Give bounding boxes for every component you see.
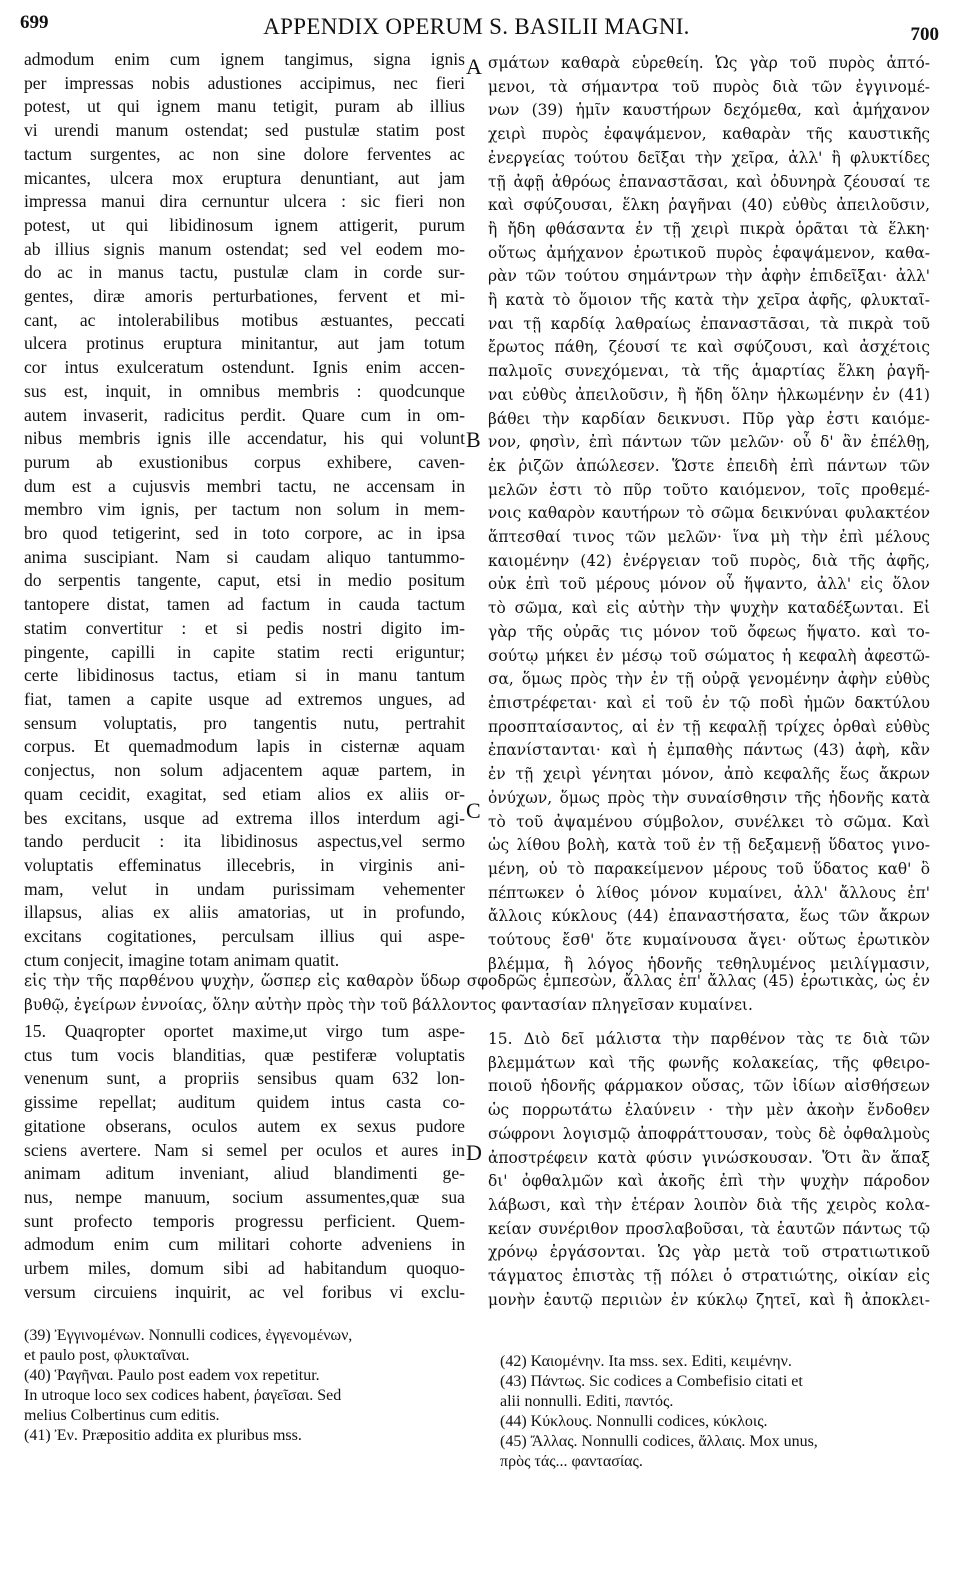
text-line: τὸ σῶμα, καὶ εἰς αὐτὴν τὴν ψυχὴν καταδέξωνται. Εἰ (488, 599, 930, 618)
text-line: μενοι, τὰ σήμαντρα τοῦ πυρὸς διὰ τῶν ἐγγινομέ- (488, 77, 930, 96)
text-line: anima suscipiant. Nam si caudam aliquo tantummo- (24, 546, 465, 567)
latin-column-top (24, 48, 465, 972)
text-line: fiat, tamen a capite usque ad extremos ungues, ad (24, 688, 465, 709)
text-line: βάθει τὴν καρδίαν δεικνυσι. Πῦρ γὰρ ἐστι καιόμε- (488, 409, 930, 428)
text-line: 15. Quaqropter oportet maxime,ut virgo tum aspe- (24, 1021, 465, 1041)
text-line: bes excitans, usque ad extrema illos interdum agi- (24, 807, 465, 828)
text-line: vi urendi manum ostendat; sed pustulæ statim post (24, 120, 465, 141)
text-line: (40) Ῥαγῆναι. Paulo post eadem vox repetitur. (24, 1367, 320, 1384)
text-line: gitatione obserans, oculos autem ex sexus pudore (24, 1115, 465, 1136)
text-line: mam, velut in undam purissimam vehementer (24, 878, 465, 899)
text-line: πρὸς τάς... φαντασίας. (500, 1453, 643, 1470)
text-line: δι' ὀφθαλμῶν καὶ ἀκοῆς ἐπὶ τὴν ψυχὴν πάροδον (488, 1172, 930, 1191)
text-line: per impressas nobis adustiones accipimus, nec fieri (24, 72, 465, 93)
text-line: ὡς πορρωτάτω ἐλαύνειν · τὴν μὲν ἀκοὴν ἔνδοθεν (488, 1101, 930, 1120)
text-line: excitans cogitationes, perculsam illius qui aspe- (24, 926, 465, 947)
text-line: ctus tum vocis blanditias, quæ pestiferæ voluptatis (24, 1044, 465, 1065)
text-line: tantopere distat, tamen ad factum in cauda tactum (24, 594, 465, 615)
text-line: micantes, ulcera mox eruptura denuntiant, aut jam (24, 167, 465, 188)
text-line: (39) Ἐγγινομένων. Nonnulli codices, ἐγγενομένων, (24, 1327, 353, 1344)
text-line: nus, nempe manuum, socium assumentes,quæ sua (24, 1186, 465, 1207)
text-line: bro quod tetigerint, sed in toto corpore, ac in ipsa (24, 523, 465, 544)
text-line: animam aditum inveniant, aliud blandimenti ge- (24, 1163, 465, 1184)
text-line: σώφρονι λογισμῷ ἀποφράττουσαν, τοὺς δὲ ὀφθαλμοὺς (488, 1124, 930, 1143)
text-line: ἐκ ῥιζῶν ἀπώλεσεν. Ὥστε ἐπειδὴ ἐπὶ πάντων τῶν (488, 456, 930, 475)
text-line: illapsus, alias ex aliis amatorias, ut in profundo, (24, 902, 465, 923)
text-line: (45) Ἄλλας. Nonnulli codices, ἄλλαις. Mox unus, (500, 1433, 818, 1450)
text-line: εἰς τὴν τῆς παρθένου ψυχὴν, ὥσπερ εἰς καθαρὸν ὕδωρ σφοδρῶς ἐμπεσὼν, ἄλλας ἐπ' ἄλλας (45) ἐρωτικὰς, ὡς ἐν (24, 972, 930, 990)
greek-column-bottom (488, 1028, 930, 1312)
running-header (0, 0, 953, 48)
text-line: ἐν τῇ χειρὶ γένηται μόνον, ἀπὸ κεφαλῆς ἕως ἄκρων (488, 765, 930, 784)
text-line: προσπταίσαντος, αἱ ἐν τῇ κεφαλῇ τρίχες ὀρθαὶ εὐθὺς (488, 717, 930, 736)
footnotes-left (24, 1326, 472, 1446)
text-line: (42) Καιομένην. Ita mss. sex. Editi, κειμένην. (500, 1353, 792, 1370)
text-line: certe libidinosus tactus, etiam si in manu tantum (24, 665, 465, 686)
text-line: (41) Ἐν. Præpositio addita ex pluribus mss. (24, 1427, 302, 1444)
text-line: cant, ac intolerabilibus motibus æstuantes, peccati (24, 309, 465, 330)
text-line: melius Colbertinus cum editis. (24, 1407, 220, 1424)
text-line: (44) Κύκλους. Nonnulli codices, κύκλοις. (500, 1413, 768, 1430)
text-line: quam cecidit, exagitat, sed etiam alios ex aliis or- (24, 783, 465, 804)
text-line: voluptatis effeminatus illecebris, in virginis ani- (24, 854, 465, 875)
text-line: ctum conjecit, imagine totam animam quatit. (24, 949, 340, 970)
text-line: ποιοῦ ἡδονῆς φάρμακον οὔσας, τῶν ἰδίων αἰσθήσεων (488, 1077, 930, 1096)
text-line: nibus membris ignis ille accendatur, his qui volunt (24, 428, 465, 449)
text-line: sensum voluptatis, pro tangentis nutu, pertrahit (24, 712, 465, 733)
text-line: purum ab exustionibus corpus exhibere, caven- (24, 451, 465, 472)
text-line: urbem miles, domum sibi ad habitandum quoquo- (24, 1258, 465, 1279)
text-line: σμάτων καθαρὰ εὑρεθείη. Ὡς γὰρ τοῦ πυρὸς ἁπτό- (488, 54, 930, 72)
text-line: autem invaserit, radicitus perdit. Quare cum in om- (24, 404, 465, 425)
text-line: 15. Διὸ δεῖ μάλιστα τὴν παρθένον τὰς τε διὰ τῶν (488, 1030, 930, 1048)
running-title: APPENDIX OPERUM S. BASILII MAGNI. (263, 14, 690, 39)
text-line: ὀνύχων, ὅμως πρὸς τὴν συναίσθησιν τῆς ἡδονῆς κατὰ (488, 788, 930, 807)
text-line: ἄλλοις κύκλους (44) ἐπαναστήσατα, ἕως τῶν ἄκρων (488, 907, 930, 926)
text-line: ἐπιστρέφεται· καὶ εἰ τοῦ ἐν τῷ ποδὶ ἡμῶν δακτύλου (488, 693, 930, 712)
text-line: πέπτωκεν ὁ λίθος μόνον κυμαίνει, ἀλλ' ἄλλους ἐπ' (488, 883, 930, 902)
text-line: νοις καθαρὸν καυτήρων τὸ σῶμα δεικνύναι φυλακτέον (488, 504, 930, 523)
text-line: do ac in manus tactu, pustulæ clam in corde sur- (24, 262, 465, 283)
text-line: ὡς λίθου βολὴ, κατὰ τοῦ ἐν τῇ δεξαμενῇ ὕδατος γινο- (488, 836, 930, 855)
text-line: ναι εὐθὺς ἀπειλοῦσιν, ἢ ἤδη ὅλην ἡλκωμένην ἐν (41) (488, 385, 930, 404)
latin-column-bottom (24, 1020, 465, 1304)
text-line: sus est, inquit, in omnibus membris : quodcunque (24, 380, 465, 401)
text-line: conjectus, non solum adjacentem aquæ partem, in (24, 760, 465, 781)
text-line: versum circuiens inquirit, ac vel foribus vi exclu- (24, 1281, 465, 1302)
section-marker-b: B (466, 427, 481, 452)
text-line: ἐνεργείας τούτου δεῖξαι τὴν χεῖρα, ἀλλ' ἢ φλυκτίδες (488, 148, 930, 167)
text-line: ἀποστρέφειν κατὰ φύσιν γινώσκουσαν. Ὅτι ἂν ἅπαξ (488, 1148, 930, 1167)
full-width-greek-lines (24, 970, 930, 1017)
footnotes-right (500, 1352, 934, 1472)
text-line: ἐπανίστανται· καὶ ἡ ἐμπαθὴς πάντως (43) ἀφὴ, κἂν (488, 741, 930, 760)
text-line: βυθῷ, ἐγείρων ἐννοίας, ὅλην αὐτὴν πρὸς τὴν τοῦ βάλλοντος φαντασίαν πληγεῖσαν κυμαίνει. (24, 995, 753, 1014)
text-line: ἢ κατὰ τὸ ὅμοιον τῆς κατὰ τὴν χεῖρα ἀφῆς, φλυκταῖ- (488, 291, 930, 310)
text-line: potest, ut qui ignem manu tetigit, puram ab illius (24, 96, 465, 117)
text-line: (43) Πάντως. Sic codices a Combefisio citati et (500, 1373, 803, 1390)
text-line: σα, ὅμως πρὸς τὴν ἐν τῇ οὐρᾷ γενομένην ἀφὴν εὐθὺς (488, 670, 930, 689)
text-line: νον, φησὶν, ἐπὶ πάντων τῶν μελῶν· οὗ δ' ἂν ἐπέλθῃ, (488, 433, 930, 452)
text-line: χρόνῳ ἐργάσονται. Ὡς γὰρ μετὰ τοῦ στρατιωτικοῦ (488, 1243, 930, 1262)
text-line: cor intus exulceratum ostendunt. Ignis enim accen- (24, 357, 465, 378)
text-line: καιομένην (42) ἐνέργειαν τοῦ πυρὸς, διὰ τῆς ἀφῆς, (488, 551, 930, 570)
text-line: ἔρωτος πάθη, ζέουσί τε καὶ σφύζουσι, καὶ ἀσχέτοις (488, 338, 930, 357)
text-line: νων (39) ἡμῖν καυστήρων δεχόμεθα, καὶ ἀμήχανον (488, 101, 930, 120)
text-line: membro vim ignis, per tactum non solum in mem- (24, 499, 465, 520)
text-line: μένη, οὐ τὸ παρακείμενον μέρους τοῦ ὕδατος καθ' ὃ (488, 859, 930, 878)
text-line: potest, ut qui libidinosum ignem attigerit, purum (24, 214, 465, 235)
page-number-left: 699 (20, 12, 49, 33)
text-line: ab illius signis manum ostendat; sed vel eodem mo- (24, 238, 465, 259)
text-line: τὸ τοῦ ἀψαμένου σύμβολον, συνέλκει τὸ σῶμα. Καὶ (488, 812, 930, 831)
text-line: ἢ ἤδη φθάσαντα ἐν τῇ χειρὶ πικρὰ ὁρᾶται τὰ ἕλκη· (488, 219, 930, 238)
page-number-right: 700 (910, 24, 939, 45)
text-line: χειρὶ πυρὸς ἐφαψάμενον, καθαρὰν τῆς καυστικῆς (488, 125, 930, 144)
text-line: dum est a cujusvis membri tactu, ne accensam in (24, 475, 465, 496)
text-line: βλεμμάτων καὶ τῆς φωνῆς κολακείας, τῆς φθειρο- (488, 1053, 930, 1072)
text-line: παλμοῖς συνεχόμεναι, τὰ τῆς ἁμαρτίας ἕλκη ῥαγῆ- (488, 362, 930, 381)
greek-column-top (488, 52, 930, 976)
text-line: venenum sunt, a propriis sensibus quam 632 lon- (24, 1068, 465, 1089)
text-line: τάγματος ἐπιστὰς τῇ πόλει ὁ στρατιώτης, οἰκίαν εἰς (488, 1267, 930, 1286)
text-line: μονὴν ἑαυτῷ περιιὼν ἐν κύκλῳ ζητεῖ, καὶ ἢ ἀποκλει- (488, 1290, 930, 1309)
text-line: sunt profecto temporis progressu perficient. Quem- (24, 1210, 465, 1231)
text-line: gentes, diræ amoris perturbationes, fervent et mi- (24, 286, 465, 307)
text-line: ρὰν τῶν τούτου σημάντρων τὴν ἀφὴν ἐπιδεῖξαι· ἀλλ' (488, 267, 930, 286)
text-line: tando perducit : ita libidinosus aspectus,vel sermo (24, 831, 465, 852)
text-line: οὕτως ἀμήχανον ἐρωτικοῦ πυρὸς ἐφαψάμενον, καθα- (488, 243, 930, 262)
text-line: ναι τῇ καρδίᾳ λαθραίως ἐπαναστᾶσαι, τὰ πικρὰ τοῦ (488, 314, 930, 333)
section-marker-a: A (466, 54, 482, 79)
text-line: σούτῳ μήκει ἐν μέσῳ τοῦ σώματος ἡ κεφαλὴ ἀφεστῶ- (488, 646, 930, 665)
text-line: admodum enim cum militari cohorte adveniens in (24, 1234, 465, 1255)
text-line: ἅπτεσθαί τινος τῶν μελῶν· ἵνα μὴ τὴν ἐπὶ μέλους (488, 528, 930, 547)
text-line: tactum surgentes, ac non sine dolore ferventes ac (24, 143, 465, 164)
text-line: βλέμμα, ἢ λόγος ἡδονῆς τεθηλυμένος μειλίγμασιν, (488, 954, 930, 973)
text-line: λάβωσι, καὶ τὴν ἑτέραν λοιπὸν διὰ τῆς χειρὸς κολα- (488, 1195, 930, 1214)
text-line: μελῶν ἐστι τὸ πῦρ τοῦτο καιόμενον, τοῖς προθεμέ- (488, 480, 930, 499)
text-line: pingente, capilli in capite statim recti eriguntur; (24, 641, 465, 662)
text-line: do serpentis tangente, caput, etsi in medio positum (24, 570, 465, 591)
text-line: corpus. Et quemadmodum lapis in cisternæ aquam (24, 736, 465, 757)
text-line: τῇ ἀφῇ ἀθρόως ἐπαναστᾶσαι, καὶ ὀδυνηρὰ ζέουσαί τε (488, 172, 930, 191)
text-line: alii nonnulli. Editi, παντός. (500, 1393, 674, 1410)
text-line: κείαν συνέριθον προσλαβοῦσαι, τὰ ἑαυτῶν πάντως τῷ (488, 1219, 930, 1238)
text-line: admodum enim cum ignem tangimus, signa ignis (24, 49, 465, 69)
text-line: ulcera protinus eruptura minitantur, aut jam totum (24, 333, 465, 354)
text-line: καὶ σφύζουσαι, ἕλκη ῥαγῆναι (40) εὐθὺς ἀπειλοῦσιν, (488, 196, 930, 215)
text-line: οὐκ ἐπὶ τοῦ μέρους μόνον οὗ ἥψαντο, ἀλλ' εἰς ὅλον (488, 575, 930, 594)
text-line: impressa manui dira cernuntur ulcera : sic fieri non (24, 191, 465, 212)
text-line: et paulo post, φλυκταῖναι. (24, 1347, 190, 1364)
section-marker-d: D (466, 1140, 482, 1165)
text-line: In utroque loco sex codices habent, ῥαγεῖσαι. Sed (24, 1387, 342, 1404)
text-line: sciens avertere. Nam si semel per oculos et aures in (24, 1139, 465, 1160)
text-line: γὰρ τῆς οὐρᾶς τις μόνον τοῦ ὄφεως ἥψατο. καὶ το- (488, 622, 930, 641)
text-line: τούτους ἔσθ' ὅτε κυμαίνουσα ἄγει· οὕτως ἐρωτικὸν (488, 931, 930, 950)
section-marker-c: C (466, 798, 481, 823)
text-line: gissime repellat; auditum quidem intus casta co- (24, 1092, 465, 1113)
text-line: statim convertitur : et si pedis nostri digito im- (24, 617, 465, 638)
